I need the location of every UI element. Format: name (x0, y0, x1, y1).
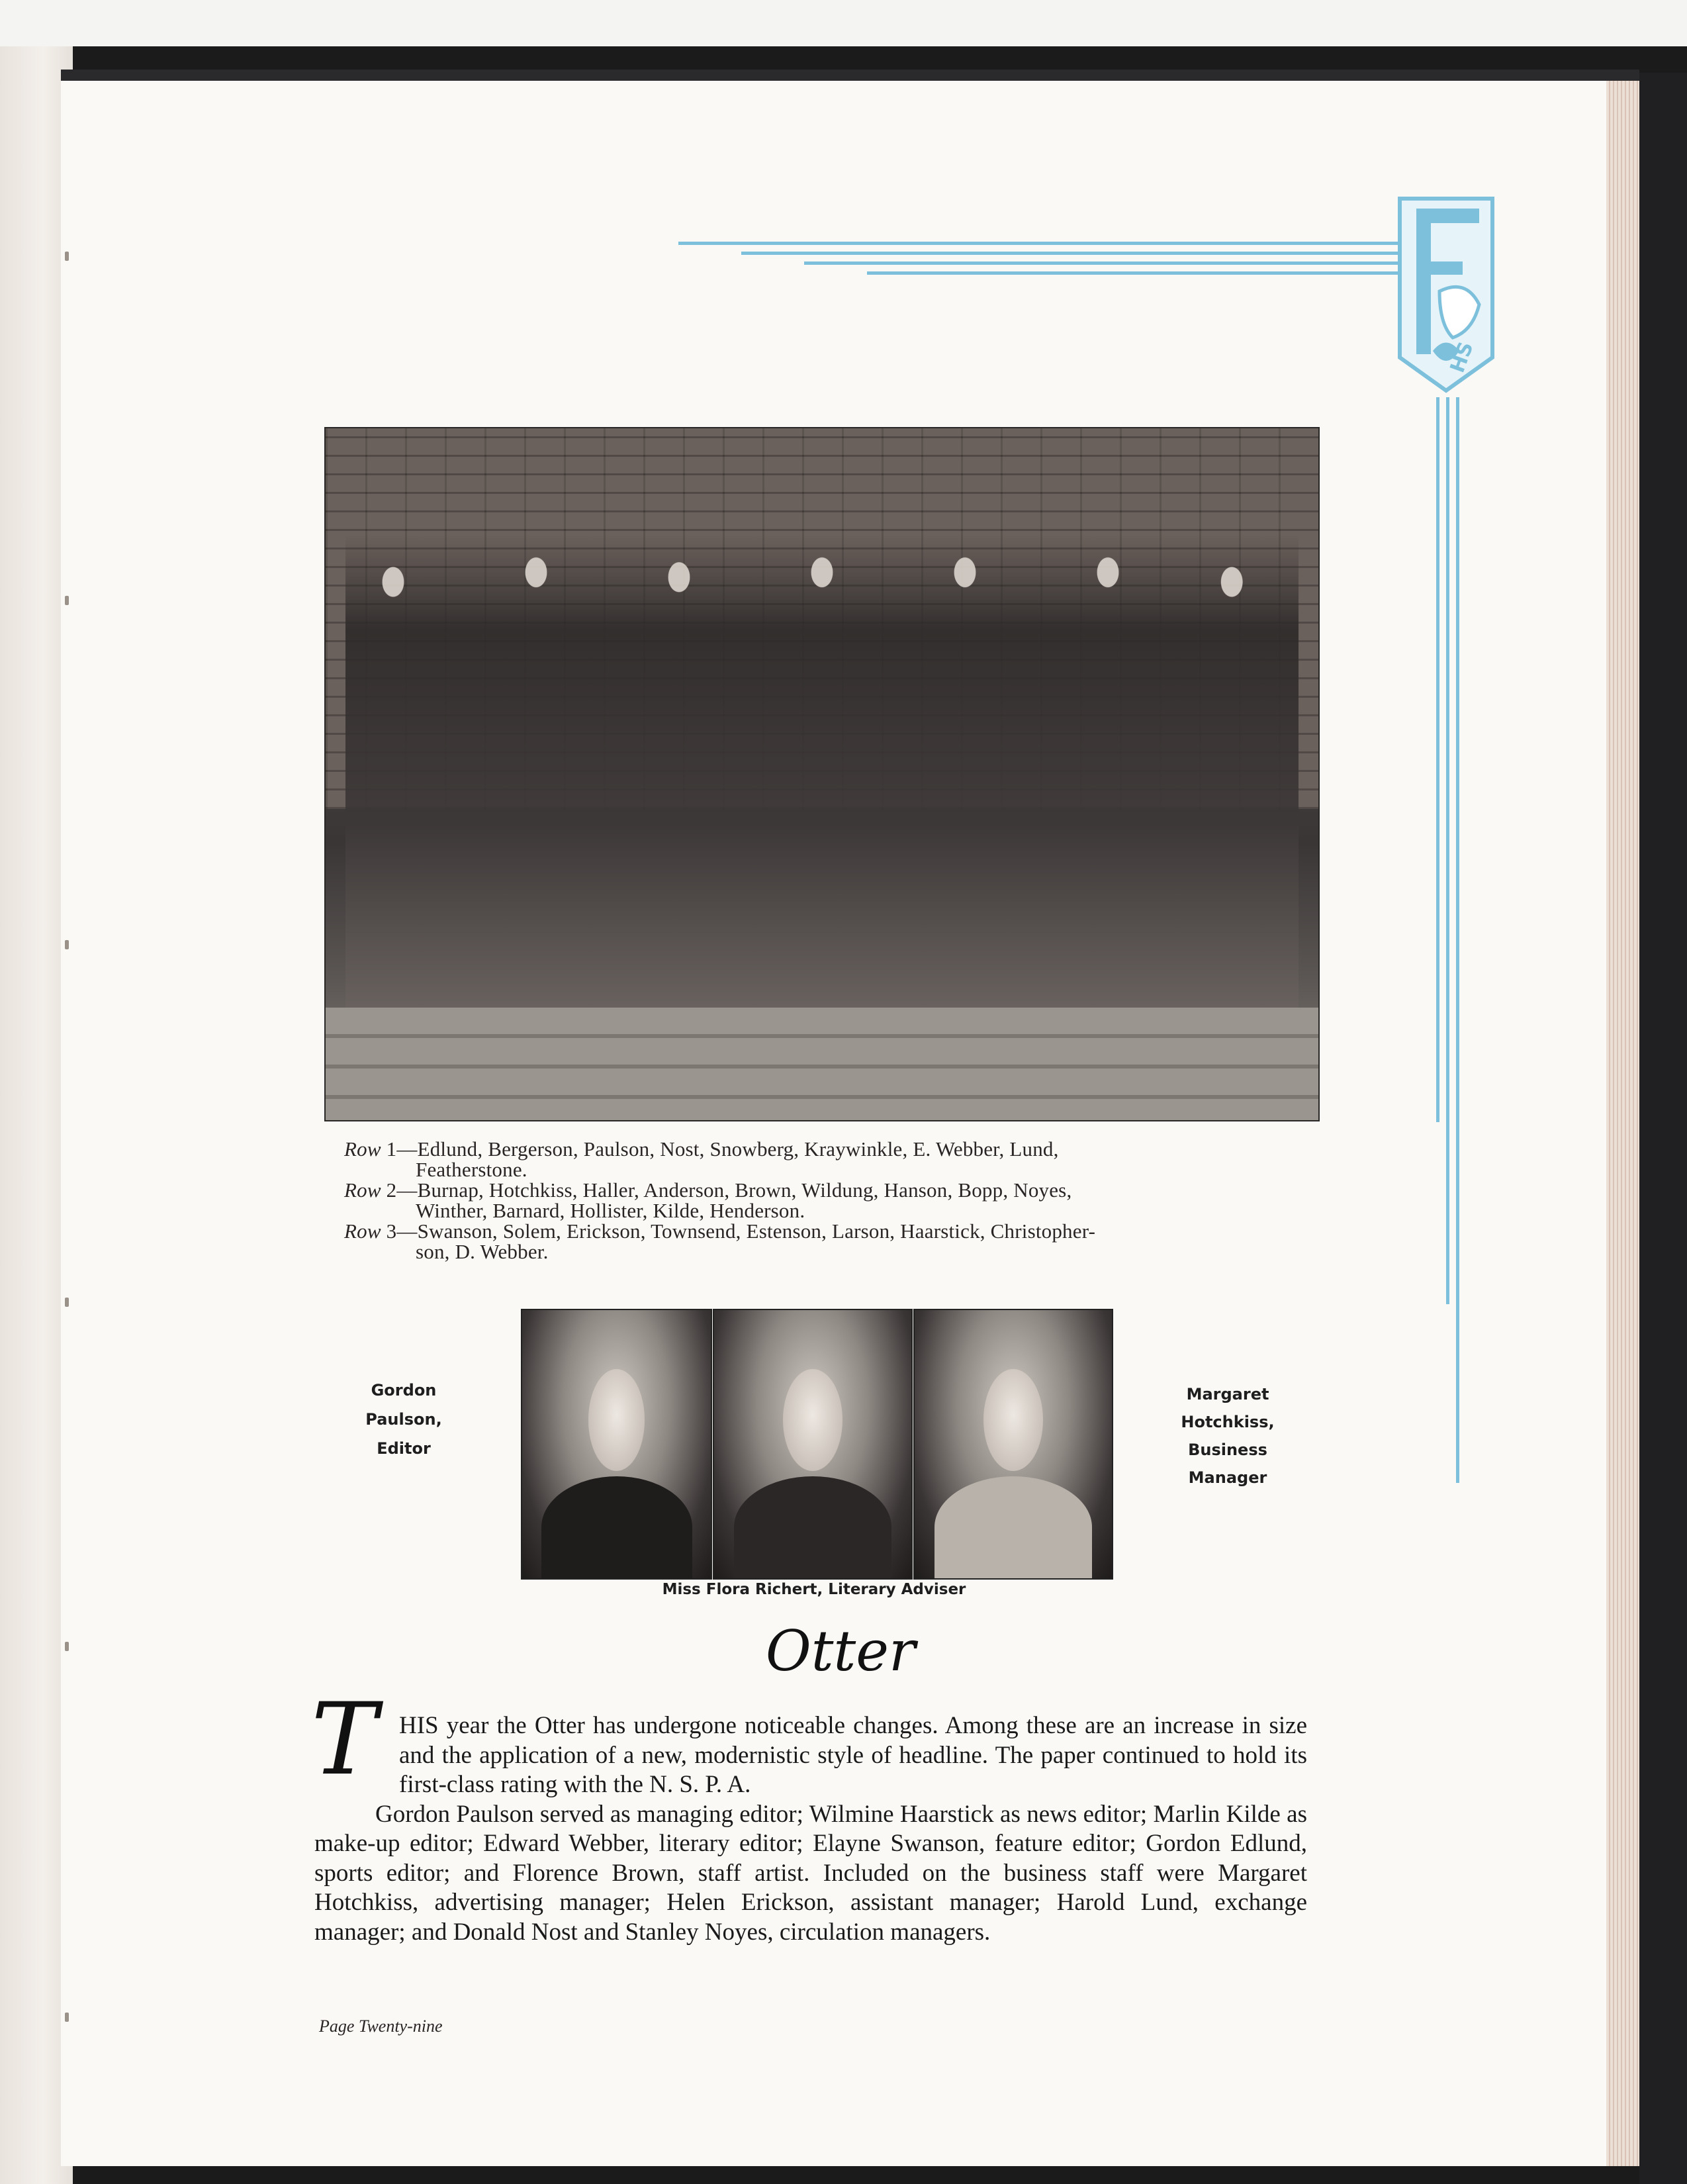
binding-stitch (65, 1642, 69, 1651)
article-body (314, 1711, 1307, 1947)
binding-stitch (65, 1298, 69, 1307)
article-paragraph-1: HIS year the Otter has undergone noticeable changes. Among these are an increase in size and the application of a new, modernistic style of headline. The paper continued to hold its first-class rating with the N. S. P. A. (399, 1712, 1307, 1798)
book-cover-edge (1639, 73, 1687, 2184)
portrait-gordon-paulson (521, 1309, 712, 1580)
binding-stitch (65, 252, 69, 261)
caption-row-1: Row 1—Edlund, Bergerson, Paulson, Nost, Snowberg, Kraywinkle, E. Webber, Lund, (344, 1137, 1059, 1161)
portrait-margaret-hotchkiss (913, 1309, 1113, 1580)
binding-stitch (65, 2013, 69, 2022)
portrait-flora-richert (713, 1309, 913, 1580)
group-photo (324, 427, 1320, 1121)
caption-row-2: Row 2—Burnap, Hotchkiss, Haller, Anderson, Brown, Wildung, Hanson, Bopp, Noyes, (344, 1178, 1072, 1202)
binding-stitch (65, 596, 69, 605)
outer-background (0, 0, 1687, 46)
adviser-caption: Miss Flora Richert, Literary Adviser (662, 1581, 966, 1598)
caption-row-1-cont: Featherstone. (416, 1158, 527, 1181)
caption-row-3-cont: son, D. Webber. (416, 1240, 549, 1263)
caption-row-2-cont: Winther, Barnard, Hollister, Kilde, Henderson. (416, 1199, 805, 1222)
caption-row-3: Row 3—Swanson, Solem, Erickson, Townsend, Estenson, Larson, Haarstick, Christopher- (344, 1219, 1096, 1243)
section-title: Otter (765, 1619, 916, 1684)
left-portrait-caption: Gordon Paulson, Editor (365, 1381, 442, 1458)
binding-stitch (65, 940, 69, 949)
drop-cap: T (311, 1682, 378, 1797)
fhs-logo-icon (1393, 192, 1499, 397)
cover-top-edge (61, 70, 1639, 81)
students-group (345, 534, 1299, 1011)
svg-text:HS: HS (1445, 338, 1479, 376)
article-paragraph-2: Gordon Paulson served as managing editor; Wilmine Haarstick as news editor; Marlin Kilde as make-up editor; Edward Webber, literary editor; Elayne Swanson, feature editor; Gordon Edlund, sports editor; and Florence Brown, staff artist. Included on the business staff were Margaret Hotchkiss, advertising manager; Helen Erickson, assistant manager; Harold Lund, exchange manager; and Donald Nost and Stanley Noyes, circulation managers. (314, 1800, 1307, 1946)
steps (326, 1008, 1318, 1120)
photo-caption (344, 1139, 1297, 1262)
page-stack-edge (1606, 81, 1639, 2166)
page-number: Page Twenty-nine (319, 2017, 443, 2036)
right-portrait-caption: Margaret Hotchkiss, Business Manager (1181, 1385, 1275, 1487)
